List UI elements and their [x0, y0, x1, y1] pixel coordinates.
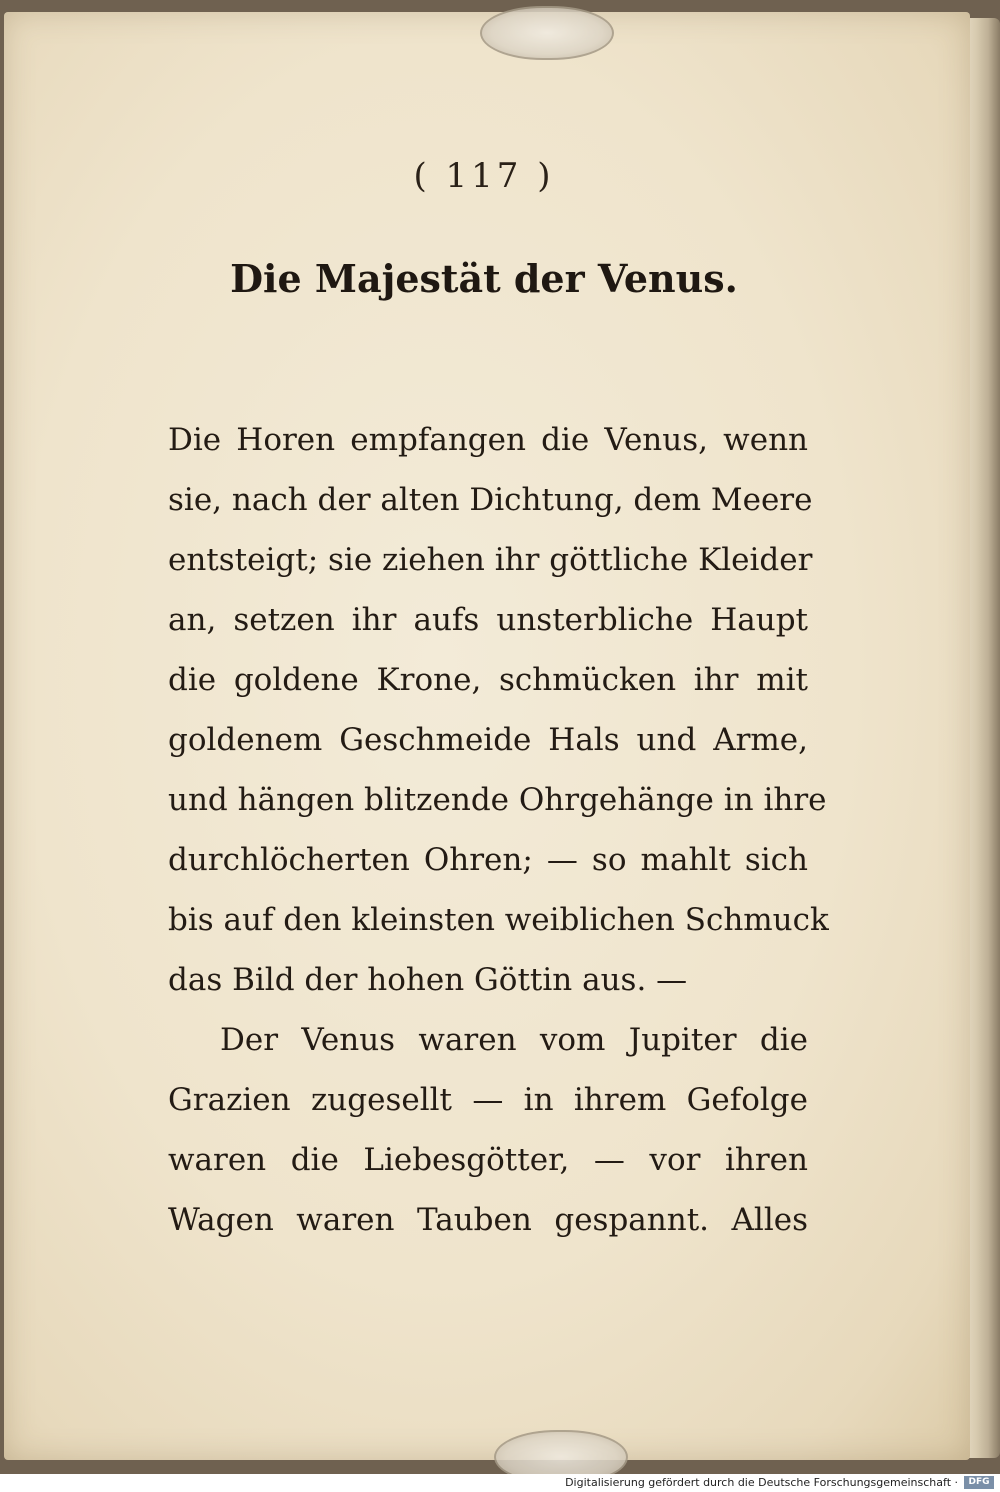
text-line: Grazien zugesellt — in ihrem Gefolge	[168, 1082, 808, 1118]
book-page	[4, 12, 970, 1460]
top-clip	[480, 6, 614, 60]
text-line: an, setzen ihr aufs unsterbliche Haupt	[168, 602, 808, 638]
dfg-logo: DFG	[964, 1476, 994, 1489]
text-line: waren die Liebesgötter, — vor ihren	[168, 1142, 808, 1178]
text-line: goldenem Geschmeide Hals und Arme,	[168, 722, 808, 758]
funding-credit: Digitalisierung gefördert durch die Deutsche Forschungsgemeinschaft ·	[565, 1476, 958, 1489]
text-line: die goldene Krone, schmücken ihr mit	[168, 662, 808, 698]
text-line: Die Horen empfangen die Venus, wenn	[168, 422, 808, 458]
text-line: Der Venus waren vom Jupiter die	[220, 1022, 808, 1058]
page-number: ( 117 )	[413, 156, 555, 196]
chapter-title: Die Majestät der Venus.	[230, 256, 738, 301]
text-line: durchlöcherten Ohren; — so mahlt sich	[168, 842, 808, 878]
text-line: und hängen blitzende Ohrgehänge in ihre	[168, 782, 827, 818]
text-line: Wagen waren Tauben gespannt. Alles	[168, 1202, 808, 1238]
text-line: das Bild der hohen Göttin aus. —	[168, 962, 688, 998]
text-line: sie, nach der alten Dichtung, dem Meere	[168, 482, 813, 518]
text-line: bis auf den kleinsten weiblichen Schmuck	[168, 902, 829, 938]
body-text	[168, 410, 829, 1250]
text-line: entsteigt; sie ziehen ihr göttliche Kleider	[168, 542, 813, 578]
